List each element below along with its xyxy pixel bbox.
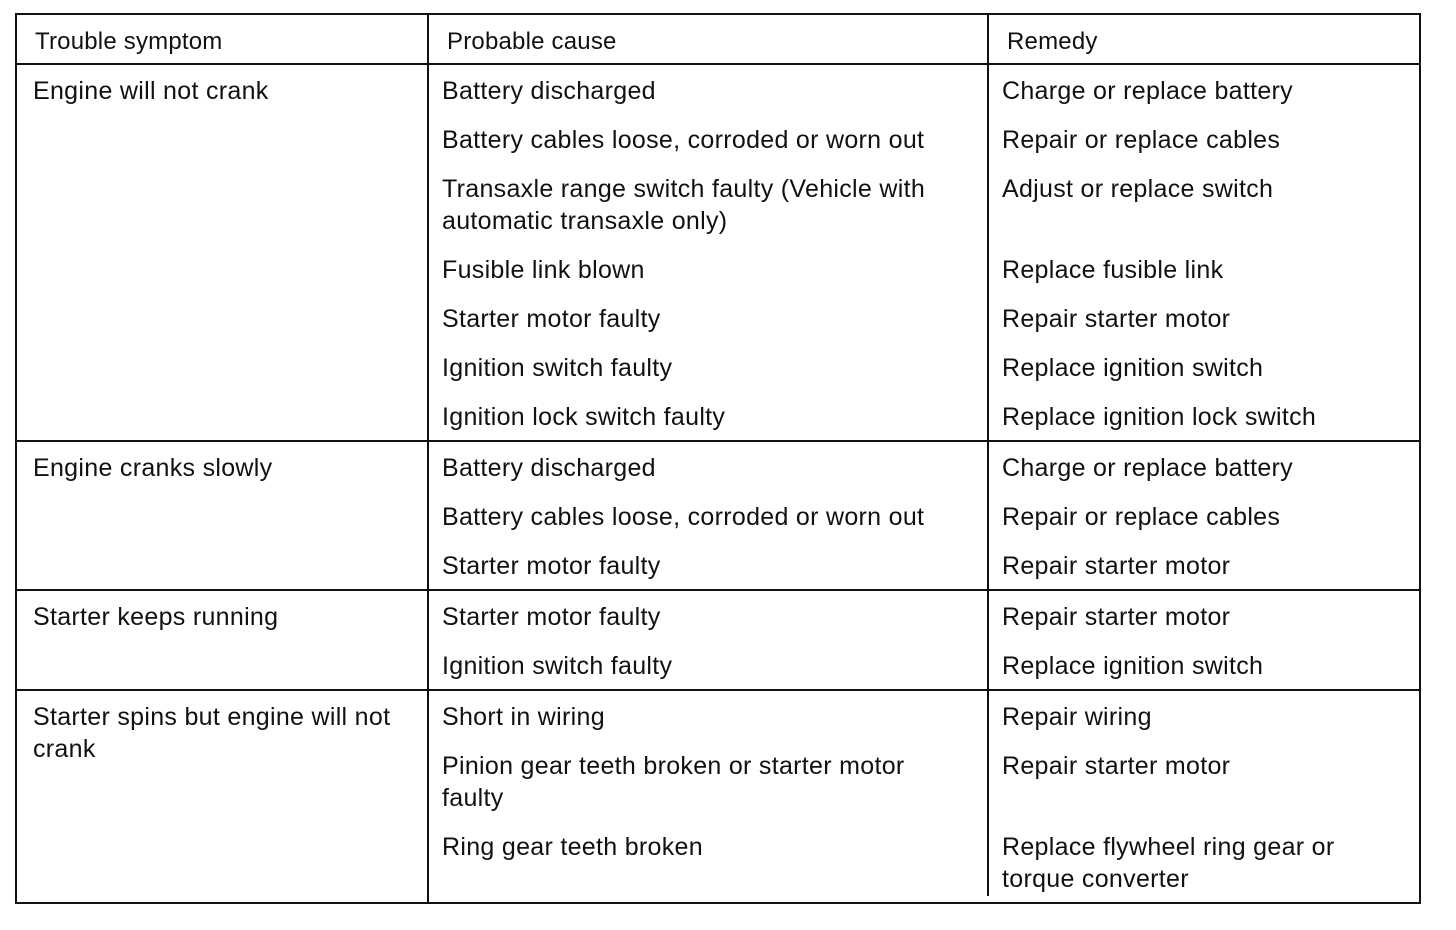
cause-cell: Ignition switch faulty (429, 640, 989, 689)
remedy-cell: Replace flywheel ring gear or torque converter (1002, 833, 1335, 893)
header-trouble-symptom: Trouble symptom (17, 15, 429, 63)
symptom-text: Starter keeps running (33, 603, 279, 631)
table-row (429, 114, 1419, 163)
remedy-cell: Repair or replace cables (1002, 503, 1281, 531)
table-row (429, 244, 1419, 293)
table-row (429, 342, 1419, 391)
remedy-cell: Repair starter motor (1002, 305, 1231, 333)
symptom-cell (17, 691, 429, 902)
remedy-cell: Replace ignition switch (1002, 652, 1264, 680)
table-row (429, 821, 1419, 902)
symptom-group (17, 591, 1419, 691)
table-row (429, 65, 1419, 114)
symptom-cell (17, 442, 429, 589)
remedy-cell: Replace ignition lock switch (1002, 403, 1317, 431)
symptom-text: Engine will not crank (33, 77, 269, 105)
symptom-group (17, 442, 1419, 591)
cause-cell: Battery discharged (429, 65, 989, 114)
remedy-cell: Repair starter motor (1002, 603, 1231, 631)
cause-cell: Starter motor faulty (429, 540, 989, 589)
cause-remedy-list (429, 65, 1419, 440)
table-row (429, 640, 1419, 689)
cause-remedy-list (429, 591, 1419, 689)
cause-remedy-list (429, 691, 1419, 902)
cause-cell: Pinion gear teeth broken or starter motor faulty (429, 740, 989, 821)
table-row (429, 442, 1419, 491)
cause-cell: Fusible link blown (429, 244, 989, 293)
symptom-group (17, 691, 1419, 902)
cause-cell: Ignition switch faulty (429, 342, 989, 391)
table-row (429, 740, 1419, 821)
cause-cell: Starter motor faulty (429, 591, 989, 640)
cause-cell: Starter motor faulty (429, 293, 989, 342)
table-row (429, 691, 1419, 740)
remedy-cell: Charge or replace battery (1002, 77, 1293, 105)
remedy-cell: Replace fusible link (1002, 256, 1224, 284)
table-row (429, 163, 1419, 244)
table-row (429, 491, 1419, 540)
remedy-cell: Repair or replace cables (1002, 126, 1281, 154)
cause-cell: Ignition lock switch faulty (429, 391, 989, 440)
table-row (429, 293, 1419, 342)
cause-cell: Short in wiring (429, 691, 989, 740)
table-header (17, 15, 1419, 65)
remedy-cell: Repair starter motor (1002, 552, 1231, 580)
symptom-text: Engine cranks slowly (33, 454, 273, 482)
cause-cell: Transaxle range switch faulty (Vehicle with automatic transaxle only) (429, 163, 989, 244)
cause-cell: Ring gear teeth broken (429, 821, 989, 896)
table-row (429, 591, 1419, 640)
symptom-cell (17, 591, 429, 689)
symptom-text: Starter spins but engine will not crank (33, 703, 391, 763)
remedy-cell: Adjust or replace switch (1002, 175, 1274, 203)
cause-cell: Battery discharged (429, 442, 989, 491)
table-row (429, 540, 1419, 589)
table-row (429, 391, 1419, 440)
remedy-cell: Charge or replace battery (1002, 454, 1293, 482)
header-probable-cause: Probable cause (429, 15, 989, 63)
remedy-cell: Repair starter motor (1002, 752, 1231, 780)
cause-remedy-list (429, 442, 1419, 589)
remedy-cell: Repair wiring (1002, 703, 1152, 731)
cause-cell: Battery cables loose, corroded or worn out (429, 114, 989, 163)
cause-cell: Battery cables loose, corroded or worn out (429, 491, 989, 540)
symptom-cell (17, 65, 429, 440)
remedy-cell: Replace ignition switch (1002, 354, 1264, 382)
header-remedy: Remedy (1007, 28, 1098, 55)
troubleshooting-table (15, 13, 1421, 904)
symptom-group (17, 65, 1419, 442)
